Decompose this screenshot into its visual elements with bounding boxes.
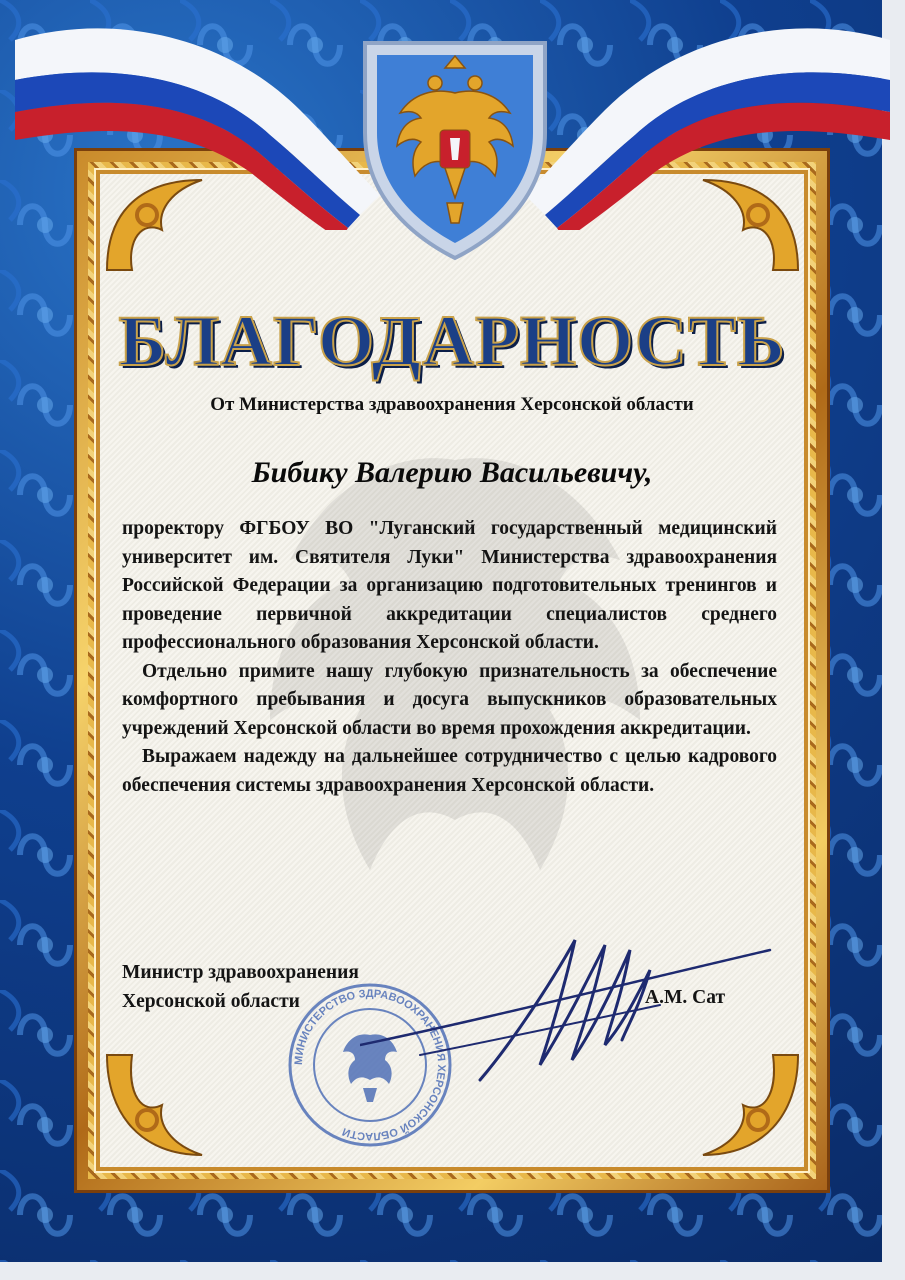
- recipient-name: Бибику Валерию Васильевичу,: [251, 456, 653, 489]
- signatory-position-line: Херсонской области: [122, 991, 300, 1012]
- issuer-line: От Министерства здравоохранения Херсонской области: [210, 394, 694, 415]
- signatory-name: А.М. Сат: [645, 987, 726, 1008]
- paragraph: Выражаем надежду на дальнейшее сотрудничество с целью кадрового обеспечения системы здравоохранения Херсонской области.: [122, 746, 777, 796]
- ornament-corner-bottom-left: [102, 1045, 232, 1165]
- ornament-corner-top-left: [102, 170, 232, 280]
- body-text: [122, 515, 777, 800]
- signatory-position-line: Министр здравоохранения: [122, 962, 359, 983]
- paragraph: Отдельно примите нашу глубокую признательность за обеспечение комфортного пребывания и досуга выпускников образовательных учреждений Херсонской области во время прохождения аккредитации.: [122, 660, 777, 739]
- ornament-corner-top-right: [673, 170, 803, 280]
- paragraph: проректору ФГБОУ ВО "Луганский государственный медицинский университет им. Святителя Луки" Министерства здравоохранения Российской Федерации за организацию подготовительных тренингов и проведение первичной аккредитации специалистов среднего профессионального образования Херсонской области.: [122, 518, 777, 653]
- signature: [360, 925, 780, 1085]
- coat-of-arms-shield: [355, 38, 555, 263]
- page-title: БЛАГОДАРНОСТЬ: [118, 301, 786, 381]
- svg-text:МИНИСТЕРСТВО ЗДРАВООХРАНЕНИЯ Х: МИНИСТЕРСТВО ЗДРАВООХРАНЕНИЯ ХЕРСОНСКОЙ ОБЛАСТИ: [292, 987, 448, 1143]
